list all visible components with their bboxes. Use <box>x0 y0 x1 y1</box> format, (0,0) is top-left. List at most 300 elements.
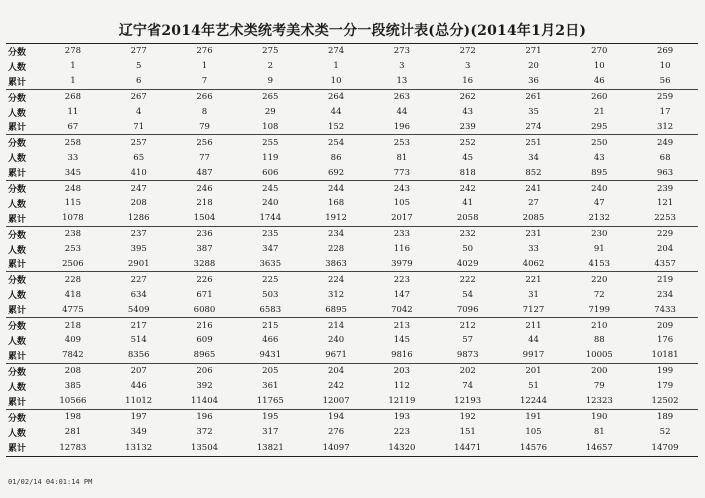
table-block <box>6 364 698 410</box>
table-cell: 259 <box>656 92 674 103</box>
table-cell: 44 <box>396 107 408 118</box>
table-cell: 7433 <box>654 304 676 315</box>
table-cell: 210 <box>591 320 608 331</box>
table-cell: 17 <box>659 107 671 118</box>
row-label: 累计 <box>8 260 27 271</box>
table-cell: 202 <box>459 366 476 377</box>
table-cell: 194 <box>327 412 345 423</box>
table-cell: 852 <box>525 167 542 178</box>
row-label: 累计 <box>8 214 27 225</box>
page-title: 辽宁省2014年艺术类统考美术类一分一段统计表(总分)(2014年1月2日) <box>118 23 587 39</box>
table-cell: 121 <box>656 198 674 209</box>
row-label: 累计 <box>8 306 27 317</box>
table-cell: 190 <box>591 412 608 423</box>
table-cell: 189 <box>656 412 674 423</box>
table-row-score <box>6 90 698 105</box>
table-cell: 71 <box>133 121 145 132</box>
table-cell: 234 <box>656 289 674 300</box>
table-cell: 200 <box>591 366 608 377</box>
table-cell: 1286 <box>127 213 150 224</box>
table-cell: 634 <box>130 289 147 300</box>
table-cell: 79 <box>593 381 605 392</box>
table-cell: 6583 <box>259 304 282 315</box>
table-cell: 240 <box>327 335 345 346</box>
table-cell: 239 <box>459 121 476 132</box>
table-cell: 10 <box>330 76 342 87</box>
table-cell: 13 <box>396 76 408 87</box>
table-cell: 240 <box>591 183 608 194</box>
table-cell: 206 <box>196 366 213 377</box>
table-cell: 33 <box>528 244 539 255</box>
table-row-count <box>6 105 698 120</box>
table-row-cum <box>6 440 698 455</box>
row-label: 人数 <box>8 199 27 210</box>
table-cell: 261 <box>525 92 542 103</box>
table-cell: 11404 <box>190 396 219 407</box>
table-cell: 258 <box>64 137 82 148</box>
table-cell: 27 <box>528 198 539 209</box>
table-cell: 14471 <box>454 442 482 453</box>
table-cell: 204 <box>327 366 345 377</box>
table-cell: 2 <box>267 61 273 72</box>
table-row-count <box>6 196 698 211</box>
table-cell: 208 <box>130 198 147 209</box>
table-cell: 230 <box>591 229 608 240</box>
table-cell: 145 <box>393 335 410 346</box>
row-label: 人数 <box>8 382 27 393</box>
table-cell: 3863 <box>325 258 347 269</box>
table-cell: 36 <box>528 76 539 87</box>
table-cell: 1504 <box>193 213 216 224</box>
table-cell: 4062 <box>522 258 545 269</box>
table-cell: 222 <box>459 274 476 285</box>
row-label: 人数 <box>8 108 27 119</box>
table-cell: 191 <box>525 412 542 423</box>
table-row-count <box>6 287 698 302</box>
table-cell: 238 <box>64 229 82 240</box>
table-cell: 51 <box>528 381 539 392</box>
row-label: 人数 <box>8 336 27 347</box>
row-label: 累计 <box>8 351 27 362</box>
table-cell: 31 <box>528 289 539 300</box>
table-cell: 239 <box>656 183 674 194</box>
table-cell: 50 <box>462 244 474 255</box>
table-cell: 9 <box>267 76 273 87</box>
table-cell: 56 <box>659 76 671 87</box>
table-cell: 209 <box>656 320 674 331</box>
table-row-cum <box>6 302 698 317</box>
table-cell: 275 <box>262 46 279 57</box>
table-row-score <box>6 227 698 242</box>
row-label: 人数 <box>8 62 27 73</box>
table-cell: 9431 <box>259 350 282 361</box>
table-row-score <box>6 272 698 287</box>
table-row-cum <box>6 394 698 409</box>
table-cell: 262 <box>459 92 476 103</box>
table-cell: 108 <box>262 121 279 132</box>
table-cell: 10566 <box>59 396 87 407</box>
table-cell: 67 <box>67 121 79 132</box>
row-label: 累计 <box>8 169 27 180</box>
table-row-score <box>6 318 698 333</box>
table-cell: 514 <box>130 335 147 346</box>
row-label: 分数 <box>8 276 27 287</box>
table-cell: 4153 <box>588 258 611 269</box>
table-cell: 385 <box>64 381 82 392</box>
table-cell: 5409 <box>127 304 150 315</box>
table-cell: 77 <box>199 152 210 163</box>
table-row-count <box>6 150 698 165</box>
table-cell: 218 <box>196 198 213 209</box>
table-cell: 3288 <box>193 258 216 269</box>
row-label: 分数 <box>8 367 27 378</box>
table-row-count <box>6 242 698 257</box>
table-cell: 225 <box>262 274 279 285</box>
table-cell: 4029 <box>456 258 479 269</box>
table-cell: 263 <box>393 92 410 103</box>
table-cell: 3 <box>464 61 471 72</box>
table-cell: 216 <box>196 320 213 331</box>
table-cell: 12119 <box>388 396 416 407</box>
table-cell: 487 <box>196 167 213 178</box>
table-cell: 65 <box>133 152 145 163</box>
table-cell: 91 <box>593 244 605 255</box>
table-row-score <box>6 44 698 59</box>
table-cell: 2017 <box>391 213 413 224</box>
table-cell: 272 <box>459 46 476 57</box>
table-cell: 11012 <box>125 396 153 407</box>
table-cell: 1078 <box>62 213 84 224</box>
table-cell: 199 <box>656 366 674 377</box>
table-cell: 446 <box>130 381 147 392</box>
table-cell: 228 <box>64 274 82 285</box>
table-cell: 198 <box>64 412 82 423</box>
row-label: 累计 <box>8 397 27 408</box>
table-cell: 1 <box>70 61 76 72</box>
table-block <box>6 227 698 273</box>
table-cell: 196 <box>393 121 410 132</box>
print-timestamp: 01/02/14 04:01:14 PM <box>8 478 93 486</box>
table-cell: 223 <box>393 427 410 438</box>
table-cell: 2085 <box>522 213 545 224</box>
table-cell: 9816 <box>391 350 413 361</box>
table-cell: 192 <box>459 412 476 423</box>
table-cell: 11 <box>67 107 79 118</box>
table-cell: 214 <box>327 320 345 331</box>
table-row-score <box>6 135 698 150</box>
row-label: 人数 <box>8 428 27 439</box>
table-cell: 7042 <box>391 304 413 315</box>
table-row-cum <box>6 257 698 272</box>
table-cell: 223 <box>393 274 410 285</box>
table-cell: 268 <box>64 92 82 103</box>
table-cell: 14657 <box>585 442 613 453</box>
table-cell: 409 <box>64 335 82 346</box>
table-cell: 54 <box>462 289 474 300</box>
table-cell: 274 <box>525 121 542 132</box>
table-cell: 193 <box>393 412 410 423</box>
table-cell: 45 <box>462 152 474 163</box>
table-cell: 221 <box>525 274 542 285</box>
table-cell: 231 <box>525 229 542 240</box>
table-cell: 244 <box>327 183 345 194</box>
table-cell: 251 <box>525 137 542 148</box>
table-cell: 6080 <box>193 304 216 315</box>
table-cell: 247 <box>130 183 147 194</box>
table-cell: 235 <box>262 229 279 240</box>
table-cell: 10005 <box>585 350 613 361</box>
row-label: 分数 <box>8 322 27 333</box>
table-row-score <box>6 410 698 425</box>
table-block <box>6 410 698 456</box>
table-cell: 12783 <box>59 442 87 453</box>
table-cell: 372 <box>196 427 213 438</box>
table-cell: 246 <box>196 183 213 194</box>
table-cell: 8965 <box>193 350 216 361</box>
table-cell: 14320 <box>388 442 416 453</box>
table-cell: 1912 <box>325 213 347 224</box>
table-cell: 253 <box>393 137 410 148</box>
table-cell: 204 <box>656 244 674 255</box>
table-cell: 252 <box>459 137 476 148</box>
table-cell: 211 <box>525 320 542 331</box>
table-cell: 215 <box>262 320 279 331</box>
table-cell: 229 <box>656 229 674 240</box>
table-cell: 14709 <box>651 442 679 453</box>
table-cell: 7842 <box>62 350 84 361</box>
table-cell: 88 <box>593 335 605 346</box>
table-cell: 243 <box>393 183 410 194</box>
table-cell: 4 <box>135 107 142 118</box>
table-cell: 12323 <box>585 396 613 407</box>
table-cell: 228 <box>327 244 345 255</box>
table-cell: 260 <box>591 92 608 103</box>
table-cell: 269 <box>656 46 674 57</box>
row-label: 分数 <box>8 93 27 104</box>
table-cell: 410 <box>130 167 147 178</box>
table-cell: 52 <box>659 427 671 438</box>
row-label: 累计 <box>8 444 27 455</box>
table-cell: 10 <box>593 61 605 72</box>
table-cell: 2058 <box>456 213 479 224</box>
table-cell: 773 <box>393 167 410 178</box>
table-cell: 12193 <box>454 396 482 407</box>
table-cell: 201 <box>525 366 542 377</box>
table-cell: 1 <box>201 61 208 72</box>
table-cell: 2506 <box>62 258 84 269</box>
table-cell: 57 <box>462 335 474 346</box>
table-block <box>6 44 698 90</box>
table-cell: 226 <box>196 274 213 285</box>
table-cell: 79 <box>199 121 210 132</box>
table-cell: 295 <box>591 121 608 132</box>
table-cell: 236 <box>196 229 213 240</box>
table-row-count <box>6 333 698 348</box>
table-cell: 12007 <box>322 396 350 407</box>
table-cell: 10181 <box>651 350 679 361</box>
table-cell: 44 <box>330 107 342 118</box>
table-cell: 217 <box>130 320 147 331</box>
table-row-score <box>6 181 698 196</box>
table-cell: 6 <box>135 76 142 87</box>
table-cell: 203 <box>393 366 410 377</box>
table-cell: 273 <box>393 46 410 57</box>
table-cell: 112 <box>393 381 410 392</box>
table-cell: 147 <box>393 289 410 300</box>
table-cell: 105 <box>393 198 410 209</box>
table-cell: 12502 <box>651 396 679 407</box>
table-cell: 16 <box>462 76 474 87</box>
table-cell: 7199 <box>588 304 611 315</box>
table-cell: 3635 <box>259 258 282 269</box>
table-cell: 72 <box>593 289 605 300</box>
table-cell: 33 <box>67 152 79 163</box>
table-cell: 179 <box>656 381 674 392</box>
table-cell: 5 <box>135 61 142 72</box>
table-cell: 21 <box>593 107 605 118</box>
table-cell: 267 <box>130 92 147 103</box>
table-block <box>6 135 698 181</box>
table-cell: 2253 <box>654 213 676 224</box>
table-cell: 68 <box>659 152 671 163</box>
table-cell: 3 <box>399 61 405 72</box>
table-cell: 9917 <box>522 350 545 361</box>
table-cell: 345 <box>64 167 82 178</box>
table-cell: 9873 <box>456 350 479 361</box>
table-cell: 176 <box>656 335 674 346</box>
table-row-count <box>6 59 698 74</box>
table-block <box>6 272 698 318</box>
table-row-score <box>6 364 698 379</box>
table-cell: 818 <box>459 167 476 178</box>
table-cell: 35 <box>528 107 539 118</box>
table-cell: 963 <box>656 167 674 178</box>
row-label: 分数 <box>8 230 27 241</box>
table-cell: 234 <box>327 229 345 240</box>
table-cell: 7127 <box>522 304 545 315</box>
table-cell: 242 <box>459 183 476 194</box>
table-cell: 241 <box>525 183 542 194</box>
table-cell: 205 <box>262 366 279 377</box>
table-cell: 14097 <box>322 442 350 453</box>
table-cell: 8 <box>201 107 208 118</box>
table-cell: 196 <box>196 412 213 423</box>
table-cell: 240 <box>262 198 279 209</box>
table-cell: 43 <box>593 152 605 163</box>
row-label: 人数 <box>8 291 27 302</box>
table-cell: 46 <box>593 76 605 87</box>
table-cell: 151 <box>459 427 476 438</box>
table-cell: 264 <box>327 92 345 103</box>
row-label: 人数 <box>8 245 27 256</box>
table-cell: 81 <box>593 427 605 438</box>
table-row-count <box>6 379 698 394</box>
table-cell: 281 <box>64 427 82 438</box>
table-cell: 13504 <box>190 442 219 453</box>
table-cell: 7096 <box>456 304 479 315</box>
table-cell: 41 <box>462 198 474 209</box>
table-cell: 224 <box>327 274 345 285</box>
table-cell: 6895 <box>325 304 347 315</box>
table-cell: 503 <box>262 289 279 300</box>
table-cell: 13132 <box>125 442 153 453</box>
table-block <box>6 318 698 364</box>
table-cell: 74 <box>462 381 474 392</box>
table-cell: 276 <box>327 427 345 438</box>
table-cell: 44 <box>528 335 539 346</box>
table-cell: 270 <box>591 46 608 57</box>
table-cell: 418 <box>64 289 82 300</box>
table-cell: 895 <box>591 167 608 178</box>
table-row-cum <box>6 211 698 226</box>
table-cell: 276 <box>196 46 213 57</box>
table-cell: 119 <box>262 152 279 163</box>
table-cell: 3979 <box>391 258 413 269</box>
table-cell: 692 <box>327 167 345 178</box>
table-cell: 29 <box>264 107 276 118</box>
table-cell: 4775 <box>62 304 84 315</box>
table-cell: 317 <box>262 427 279 438</box>
table-cell: 208 <box>64 366 82 377</box>
table-cell: 277 <box>130 46 147 57</box>
row-label: 累计 <box>8 77 27 88</box>
table-cell: 115 <box>64 198 82 209</box>
table-cell: 253 <box>64 244 82 255</box>
table-cell: 312 <box>327 289 345 300</box>
table-cell: 9671 <box>325 350 347 361</box>
table-cell: 1 <box>70 76 76 87</box>
table-cell: 266 <box>196 92 213 103</box>
table-cell: 168 <box>327 198 345 209</box>
table-block <box>6 90 698 136</box>
table-cell: 116 <box>393 244 410 255</box>
table-cell: 395 <box>130 244 147 255</box>
table-cell: 392 <box>196 381 213 392</box>
table-cell: 312 <box>656 121 674 132</box>
table-cell: 34 <box>528 152 539 163</box>
table-cell: 271 <box>525 46 542 57</box>
table-cell: 20 <box>528 61 539 72</box>
table-cell: 250 <box>591 137 608 148</box>
row-label: 分数 <box>8 185 27 195</box>
table-cell: 466 <box>262 335 279 346</box>
row-label: 分数 <box>8 413 27 424</box>
table-cell: 257 <box>130 137 147 148</box>
table-cell: 213 <box>393 320 410 331</box>
table-cell: 248 <box>64 183 82 194</box>
table-cell: 227 <box>130 274 147 285</box>
table-cell: 361 <box>262 381 279 392</box>
table-cell: 8356 <box>127 350 150 361</box>
table-row-cum <box>6 74 698 89</box>
table-cell: 81 <box>396 152 408 163</box>
table-cell: 7 <box>201 76 208 87</box>
table-cell: 14576 <box>519 442 547 453</box>
table-cell: 671 <box>196 289 213 300</box>
row-label: 分数 <box>8 47 27 58</box>
table-cell: 278 <box>64 46 82 57</box>
table-cell: 349 <box>130 427 147 438</box>
row-label: 分数 <box>8 139 27 150</box>
table-cell: 195 <box>262 412 279 423</box>
table-cell: 242 <box>327 381 345 392</box>
table-cell: 245 <box>262 183 279 194</box>
table-cell: 1 <box>333 61 339 72</box>
table-row-cum <box>6 119 698 134</box>
table-cell: 265 <box>262 92 279 103</box>
table-row-count <box>6 425 698 440</box>
table-row-cum <box>6 348 698 363</box>
